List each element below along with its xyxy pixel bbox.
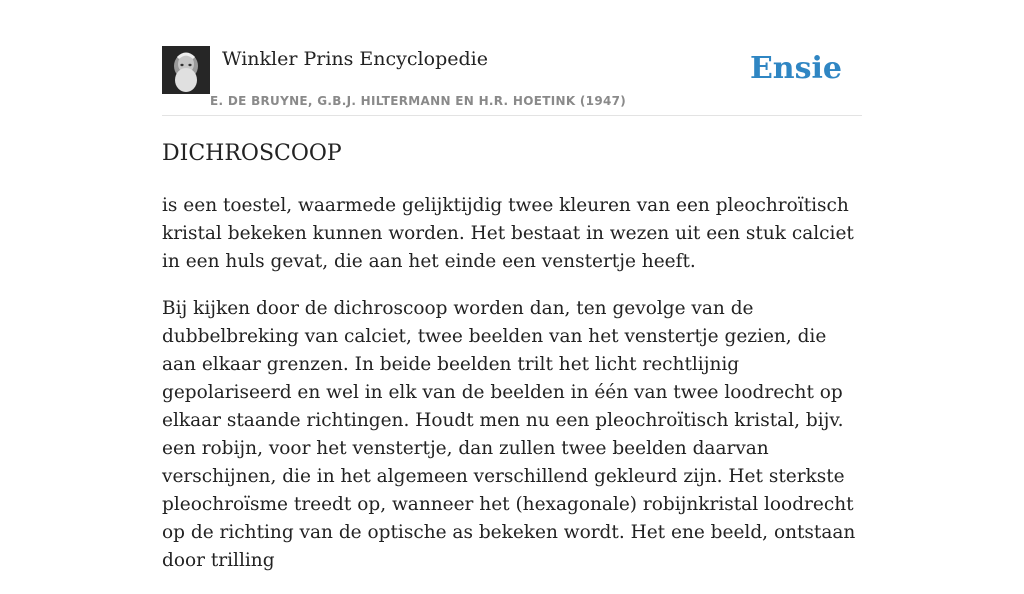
author-portrait-icon [162,46,210,94]
source-title: Winkler Prins Encyclopedie [222,48,488,70]
entry-title: DICHROSCOOP [162,141,342,166]
page [162,0,862,571]
header [162,0,862,116]
author-portrait-avatar [162,46,210,94]
authors-line: E. DE BRUYNE, G.B.J. HILTERMANN EN H.R. HOETINK (1947) [210,94,627,108]
article-body [162,192,862,594]
article-paragraph: Bij kijken door de dichroscoop worden dan, ten gevolge van de dubbelbreking van calciet, twee beelden van het venstertje gezien, die aan elkaar grenzen. In beide beelden trilt het licht rechtlijnig gepolariseerd en wel in elk van de beelden in één van twee loodrecht op elkaar staande richtingen. Houdt men nu een pleochroïtisch kristal, bijv. een robijn, voor het venstertje, dan zullen twee beelden daarvan verschijnen, die in het algemeen verschillend gekleurd zijn. Het sterkste pleochroïsme treedt op, wanneer het (hexagonale) robijnkristal loodrecht op de richting van de optische as bekeken wordt. Het ene beeld, ontstaan door trilling [162,298,856,571]
article-paragraph: is een toestel, waarmede gelijktijdig twee kleuren van een pleochroïtisch kristal bekeken kunnen worden. Het bestaat in wezen uit een stuk calciet in een huls gevat, die aan het einde een venstertje heeft. [162,195,854,272]
ensie-logo-link[interactable]: Ensie [749,51,842,86]
